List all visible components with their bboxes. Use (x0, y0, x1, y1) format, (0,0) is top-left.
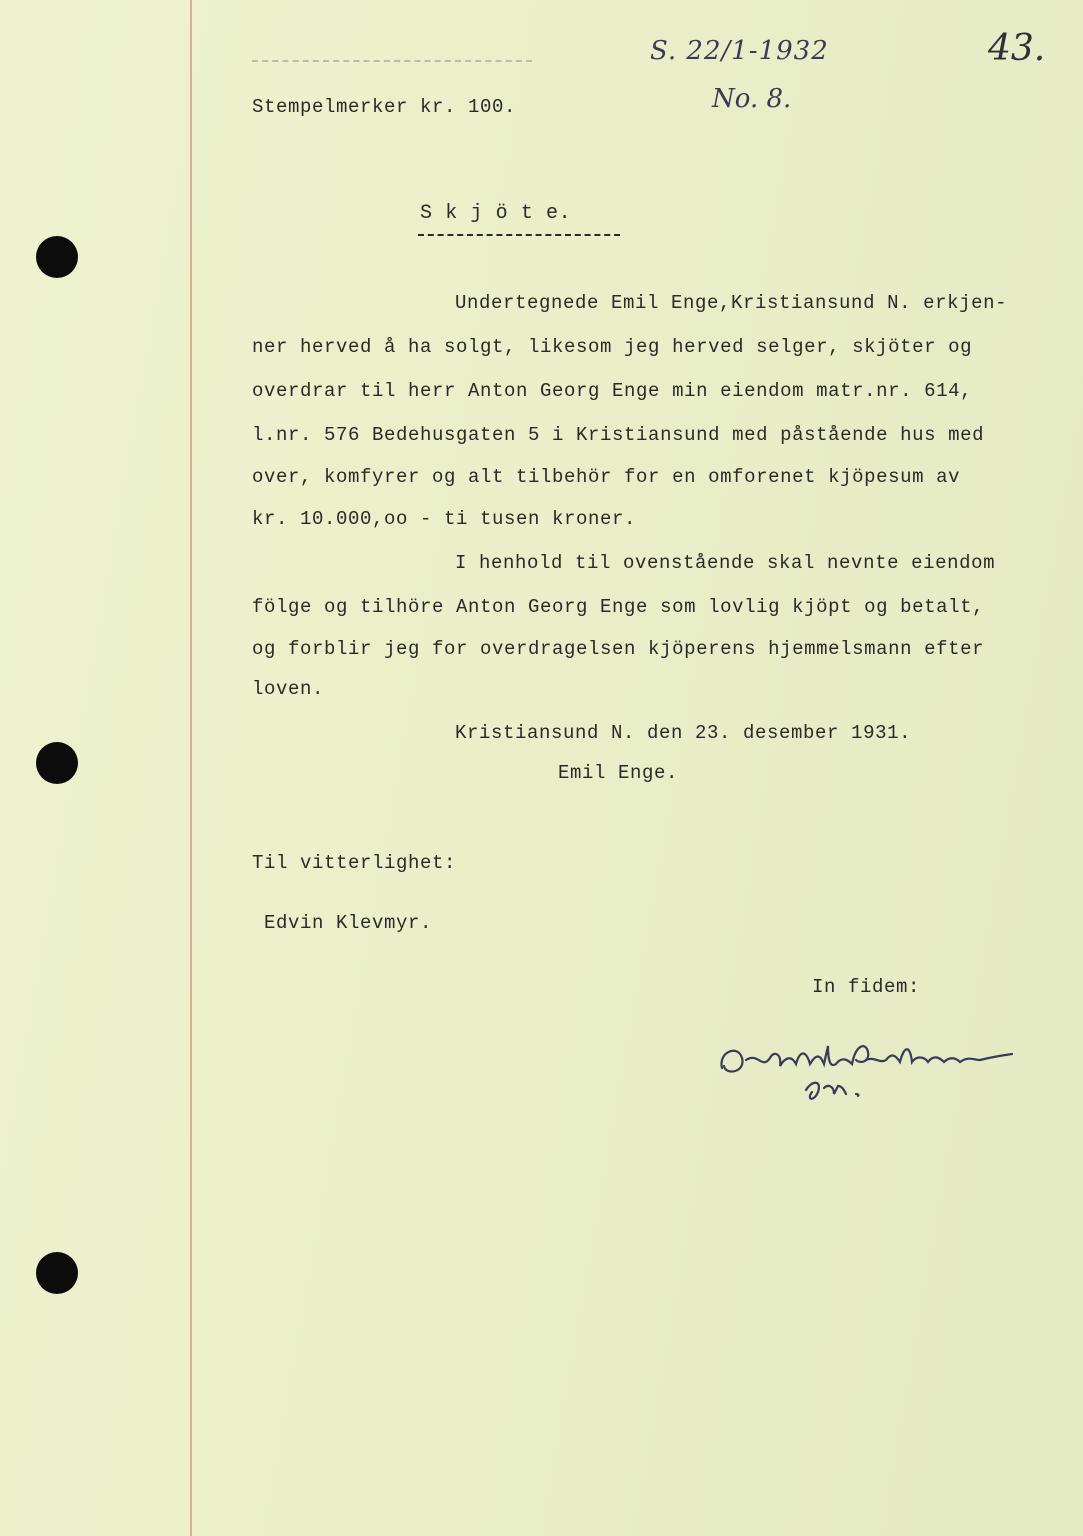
margin-line (190, 0, 192, 1536)
body-line: overdrar til herr Anton Georg Enge min eiendom matr.nr. 614, (252, 380, 973, 402)
handwritten-number: No. 8. (712, 84, 792, 114)
in-fidem: In fidem: (812, 976, 921, 998)
document-title: S k j ö t e. (420, 202, 572, 225)
title-underline (418, 234, 620, 236)
punch-hole (36, 236, 78, 278)
punch-hole (36, 742, 78, 784)
handwritten-date: S. 22/1-1932 (650, 36, 829, 66)
body-line: fölge og tilhöre Anton Georg Enge som lovlig kjöpt og betalt, (252, 596, 985, 618)
body-line: over, komfyrer og alt tilbehör for en omforenet kjöpesum av (252, 466, 961, 488)
body-line: Undertegnede Emil Enge,Kristiansund N. erkjen- (455, 292, 1008, 314)
body-line: ner herved å ha solgt, likesom jeg herved selger, skjöter og (252, 336, 973, 358)
punch-hole (36, 1252, 78, 1294)
seller-signature: Emil Enge. (558, 762, 679, 784)
handwritten-signature (716, 1030, 1016, 1110)
page-number: 43. (988, 28, 1046, 69)
body-line: loven. (252, 678, 325, 700)
stamp-line: Stempelmerker kr. 100. (252, 96, 517, 118)
body-line: kr. 10.000,oo - ti tusen kroner. (252, 508, 637, 530)
faint-top-marks (252, 60, 532, 66)
body-line: og forblir jeg for overdragelsen kjöperens hjemmelsmann efter (252, 638, 985, 660)
body-line: I henhold til ovenstående skal nevnte eiendom (455, 552, 996, 574)
witness-label: Til vitterlighet: (252, 852, 457, 874)
witness-name: Edvin Klevmyr. (264, 912, 433, 934)
place-date: Kristiansund N. den 23. desember 1931. (455, 722, 912, 744)
body-line: l.nr. 576 Bedehusgaten 5 i Kristiansund med påstående hus med (252, 424, 985, 446)
